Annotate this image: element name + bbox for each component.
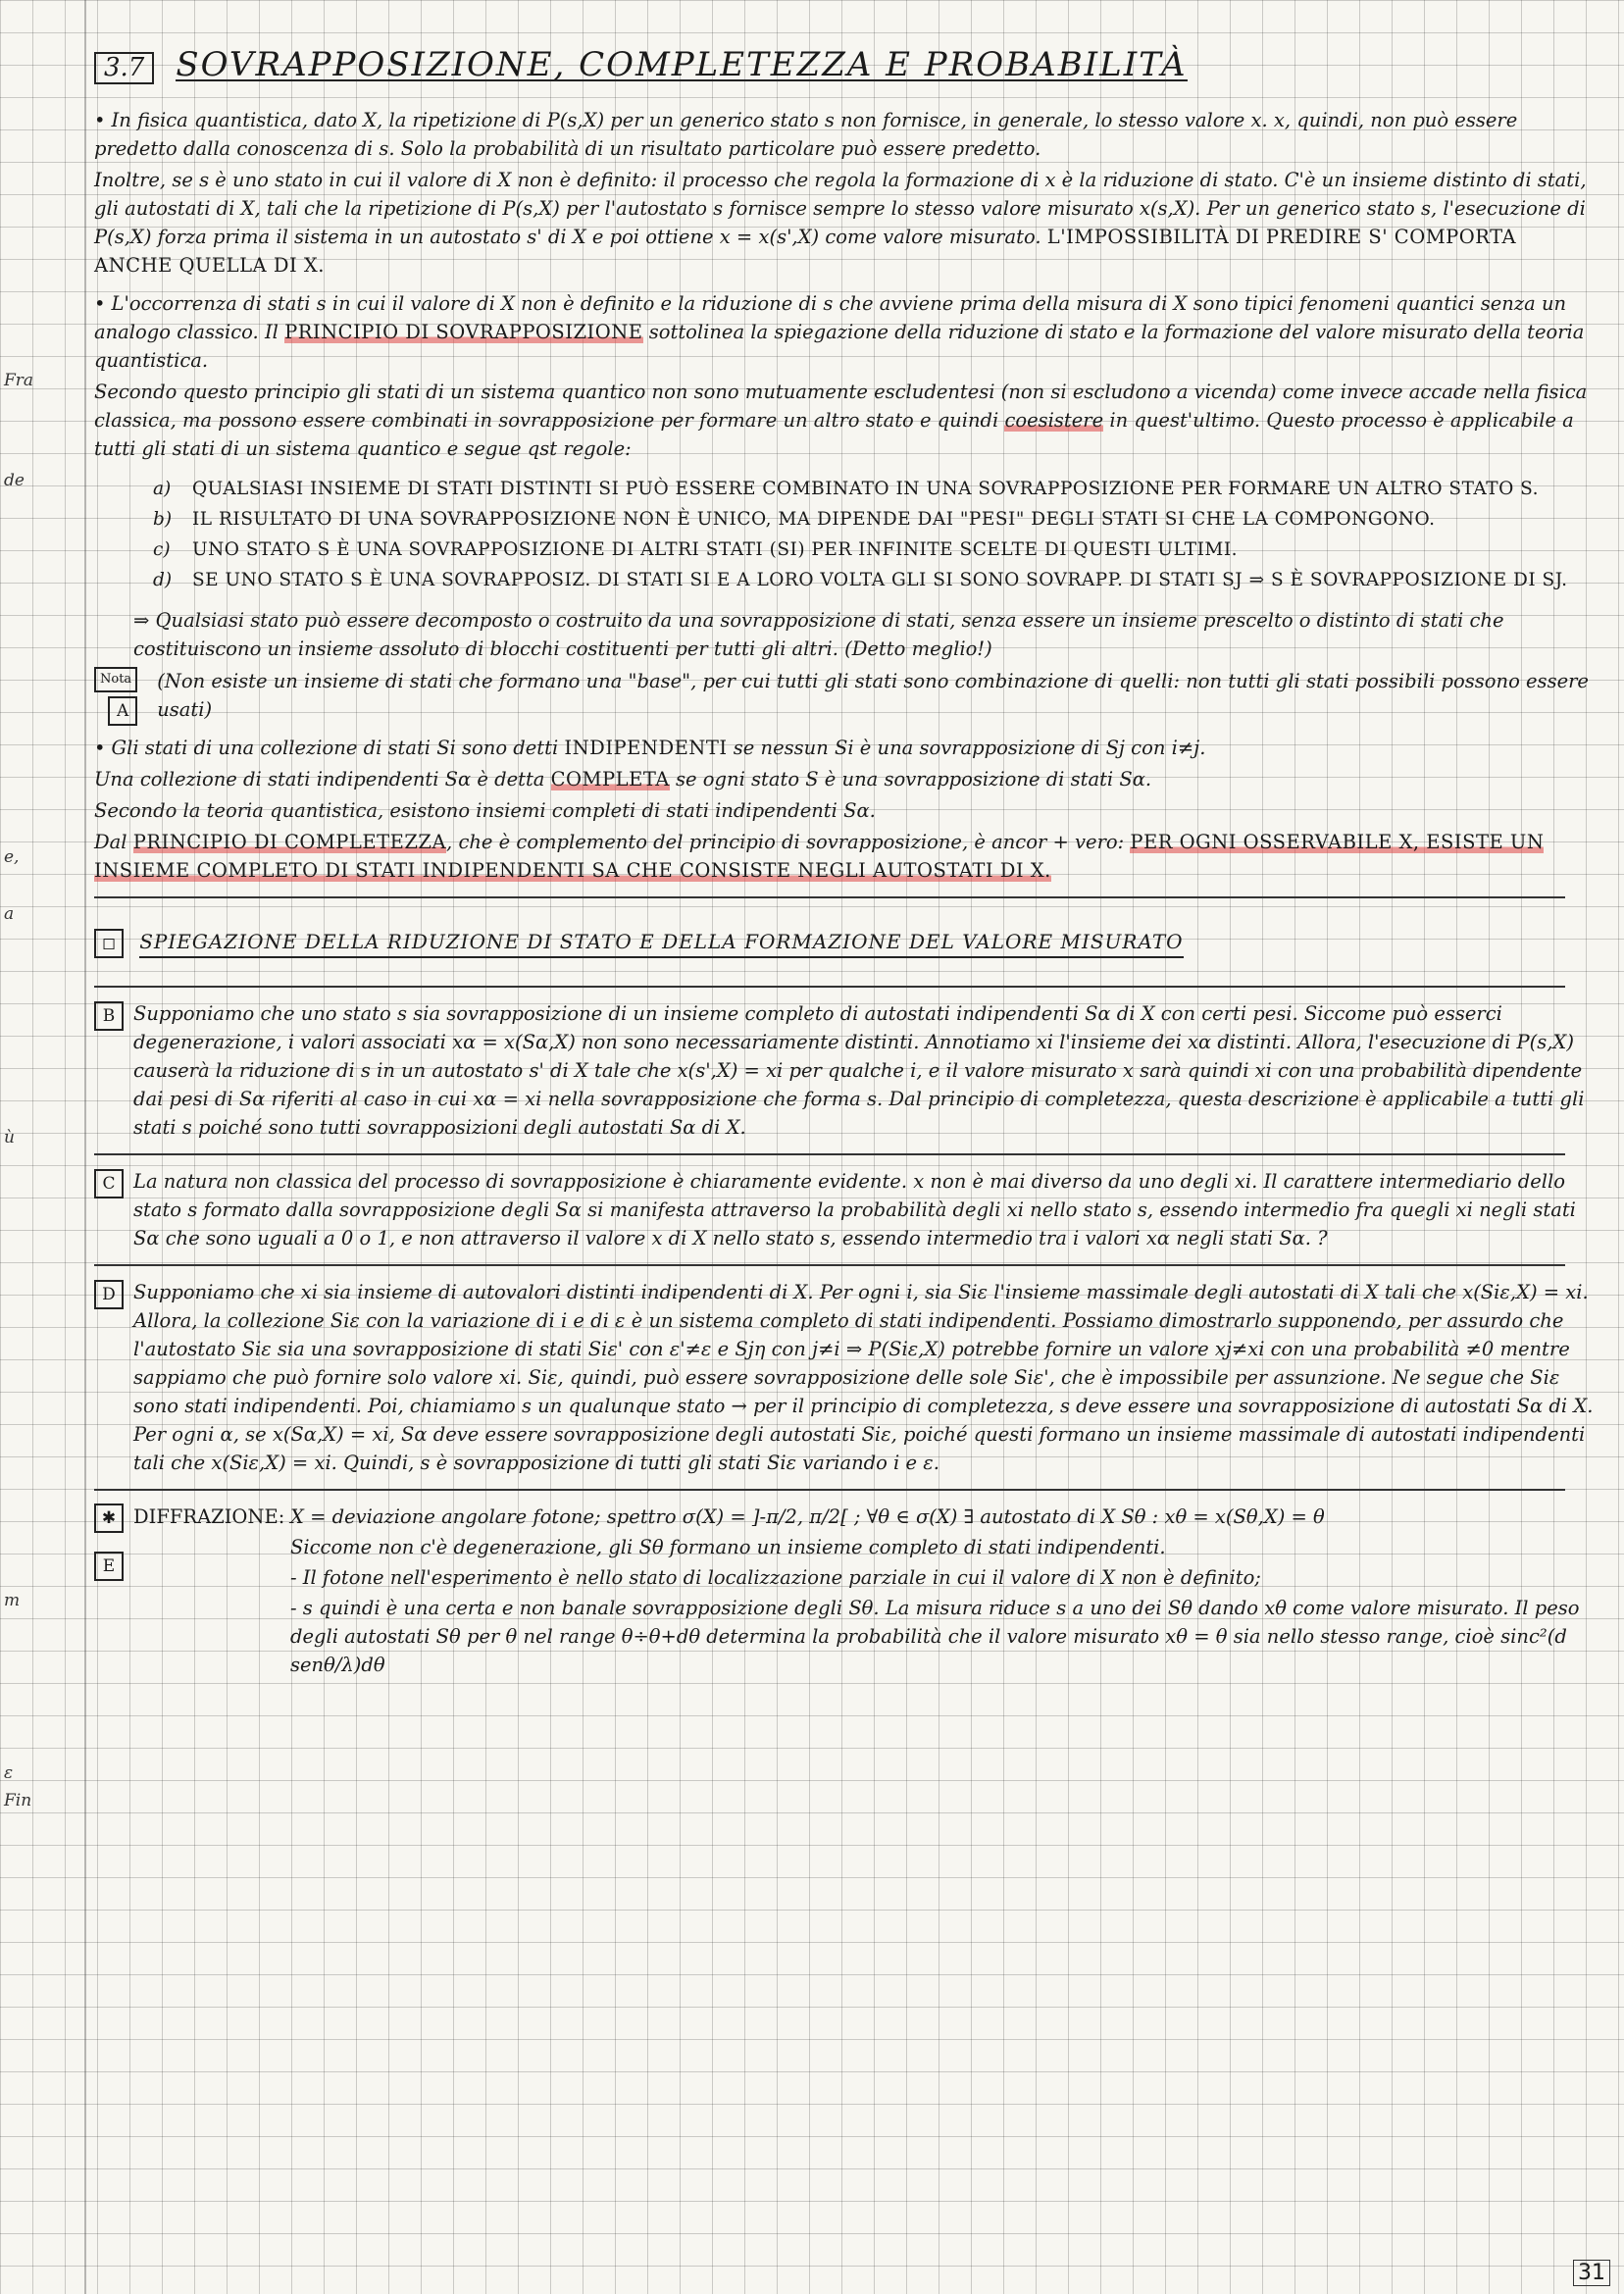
section-number: 3.7 [94,52,154,84]
margin-note: Fra [4,371,34,390]
superposition-principle-term: PRINCIPIO DI SOVRAPPOSIZIONE [284,321,643,343]
block-d-text: Supponiamo che xi sia insieme di autovalori distinti indipendenti di X. Per ogni i, sia Siε l'insieme massimale degli autostati di X tali che x(Siε,X) = xi. Allora, la collezione Siε con la variazione di i e di ε è un sistema completo di stati indipendenti. Possiamo dimostrarlo supponendo, per assurdo che l'autostato Siε sia una sovrapposizione di stati Siε' con ε'≠ε e Sjη con j≠i ⇒ P(Siε,X) potrebbe fornire un valore xj≠xi con una probabilità ≠0 mentre sappiamo che può fornire solo valore xi. Siε, quindi, può essere sovrapposizione delle sole Siε', che è impossibile per assunzione. Ne segue che Siε sono stati indipendenti. Poi, chiamiamo s un qualunque stato → per il principio di completezza, s deve essere una sovrapposizione di autostati Sα di X. Per ogni α, se x(Sα,X) = xi, Sα deve essere sovrapposizione degli autostati Siε, poiché questi formano un insieme massimale di autostati indipendenti tali che x(Siε,X) = xi. Quindi, s è sovrapposizione di tutti gli stati Siε variando i e ε. [133,1281,1594,1474]
margin-note: de [4,471,25,490]
margin-note: Fin [4,1791,32,1810]
completeness-paragraph-2: Una collezione di stati indipendenti Sα è detta COMPLETA se ogni stato S è una sovrapposizione di stati Sα. [94,768,1152,790]
page-number: 31 [1573,2260,1610,2286]
margin-note: e, [4,847,20,867]
completeness-paragraph-3: Secondo la teoria quantistica, esistono insiemi completi di stati indipendenti Sα. [94,799,876,822]
block-b-text: Supponiamo che uno stato s sia sovrapposizione di un insieme completo di autostati indipendenti Sα di X con certi pesi. Siccome può esserci degenerazione, i valori associati xα = x(Sα,X) non sono necessariamente distinti. Annotiamo xi l'insieme dei xα distinti. Allora, l'esecuzione di P(s,X) causerà la riduzione di s in un autostato s' di X tale che x(s',X) = xi per qualche i, e il valore misurato x sarà quindi xi con una probabilità dipendente dai pesi di Sα riferiti al caso in cui xα = xi nella sovrapposizione che forma s. Dal principio di completezza, questa descrizione è applicabile a tutti gli stati s poiché sono tutti sovrapposizioni degli autostati Sα di X. [133,1002,1585,1139]
box-square-icon: ◻ [94,929,124,958]
asterisk-box-icon: ✱ [94,1504,124,1533]
diffraction-section [94,1503,1595,1681]
complete-term: COMPLETA [550,768,670,790]
note-label: Nota [94,667,137,692]
box-letter-c: C [94,1169,124,1198]
section-divider [94,986,1565,988]
completeness-section [94,734,1595,885]
rule-item: b) IL RISULTATO DI UNA SOVRAPPOSIZIONE NON È UNICO, MA DIPENDE DAI "PESI" DEGLI STATI SI CHE LA COMPONGONO. [153,509,1436,530]
page-content [94,45,1595,1681]
diffraction-label: DIFFRAZIONE: [133,1505,285,1528]
note-text: (Non esiste un insieme di stati che formano una "base", per cui tutti gli stati sono combinazione di quelli: non tutti gli stati possibili possono essere usati) [157,670,1589,721]
margin-note: m [4,1591,21,1610]
section-divider [94,896,1565,898]
block-d [94,1278,1595,1477]
explanation-heading: SPIEGAZIONE DELLA RIDUZIONE DI STATO E DELLA FORMAZIONE DEL VALORE MISURATO [139,928,1183,958]
block-c [94,1167,1595,1252]
section-divider [94,1153,1565,1155]
rule-item: d) SE UNO STATO S È UNA SOVRAPPOSIZ. DI STATI SI E A LORO VOLTA GLI SI SONO SOVRAPP. DI STATI SJ ⇒ S È SOVRAPPOSIZIONE DI SJ. [153,570,1568,590]
margin-line [84,0,86,2294]
completeness-statement: PER OGNI OSSERVABILE X, ESISTE UN INSIEME COMPLETO DI STATI INDIPENDENTI SΑ CHE CONSISTE NEGLI AUTOSTATI DI X. [94,831,1545,882]
margin-note: a [4,904,15,924]
intro-caps-statement: L'IMPOSSIBILITÀ DI PREDIRE S' COMPORTA ANCHE QUELLA DI X. [94,226,1517,277]
independent-term: INDIPENDENTI [564,737,728,759]
block-c-text: La natura non classica del processo di sovrapposizione è chiaramente evidente. x non è mai diverso da uno degli xi. Il carattere intermediario dello stato s formato dalla sovrapposizione degli Sα si manifesta attraverso la probabilità degli xi nello stato s, essendo intermedio fra quegli xi negli stati Sα che sono uguali a 0 o 1, e non attraverso il valore x di X nello stato s, essendo intermedio tra i valori xα negli stati Sα. ? [133,1170,1576,1249]
margin-note: ù [4,1128,15,1147]
margin-notes [0,0,78,2294]
diffraction-line: - Il fotone nell'esperimento è nello stato di localizzazione parziale in cui il valore di X non è definito; [290,1566,1261,1589]
rule-item: c) UNO STATO S È UNA SOVRAPPOSIZIONE DI ALTRI STATI (SI) PER INFINITE SCELTE DI QUESTI ULTIMI. [153,539,1239,560]
superposition-rules [153,475,1595,594]
section-divider [94,1264,1565,1266]
box-letter-d: D [94,1280,124,1309]
box-letter-e: E [94,1552,124,1581]
completeness-principle-term: PRINCIPIO DI COMPLETEZZA [132,831,447,853]
page-title: SOVRAPPOSIZIONE, COMPLETEZZA E PROBABILITÀ [176,45,1188,84]
intro-section [94,106,1595,280]
completeness-paragraph-4: Dal PRINCIPIO DI COMPLETEZZA, che è complemento del principio di sovrapposizione, è ancor + vero: PER OGNI OSSERVABILE X, ESISTE UN INSIEME COMPLETO DI STATI INDIPENDENTI SΑ CHE CONSISTE NEGLI AUTOSTATI DI X. [94,831,1545,882]
explanation-heading-row [94,910,1595,974]
superposition-conclusion [94,606,1595,726]
diffraction-line: Siccome non c'è degenerazione, gli Sθ formano un insieme completo di stati indipendenti. [290,1536,1166,1558]
conclusion-text: ⇒ Qualsiasi stato può essere decomposto o costruito da una sovrapposizione di stati, senza essere un insieme prescelto o distinto di stati che costituiscono un insieme assoluto di blocchi costituenti per tutti gli altri. (Detto meglio!) [133,609,1504,660]
note-row [94,667,1595,726]
section-divider [94,1489,1565,1491]
box-letter-a: A [108,696,137,726]
intro-paragraph-2: Inoltre, se s è uno stato in cui il valore di X non è definito: il processo che regola la formazione di x è la riduzione di stato. C'è un insieme distinto di stati, gli autostati di X, tali che la ripetizione di P(s,X) per l'autostato s fornisce sempre lo stesso valore misurato x(s,X). Per un generico stato s, l'esecuzione di P(s,X) forza prima il sistema in un autostato s' di X e poi ottiene x = x(s',X) come valore misurato. L'IMPOSSIBILITÀ DI PREDIRE S' COMPORTA ANCHE QUELLA DI X. [94,169,1587,277]
diffraction-line: - s quindi è una certa e non banale sovrapposizione degli Sθ. La misura riduce s a uno dei Sθ dando xθ come valore misurato. Il peso degli autostati Sθ per θ nel range θ÷θ+dθ determina la probabilità che il valore misurato xθ = θ sia nello stesso range, cioè sinc²(d senθ/λ)dθ [290,1597,1580,1676]
intro-paragraph-1: • In fisica quantistica, dato X, la ripetizione di P(s,X) per un generico stato s non fornisce, in generale, lo stesso valore x. x, quindi, non può essere predetto dalla conoscenza di s. Solo la probabilità di un risultato particolare può essere predetto. [94,109,1518,160]
rule-item: a) QUALSIASI INSIEME DI STATI DISTINTI SI PUÒ ESSERE COMBINATO IN UNA SOVRAPPOSIZIONE PER FORMARE UN ALTRO STATO S. [153,479,1540,499]
diffraction-line: X = deviazione angolare fotone; spettro σ(X) = ]-π/2, π/2[ ; ∀θ ∈ σ(X) ∃ autostato di X Sθ : xθ = x(Sθ,X) = θ [290,1505,1325,1528]
diffraction-text [290,1503,1595,1681]
superposition-paragraph-2: Secondo questo principio gli stati di un sistema quantico non sono mutuamente escludentesi (non si escludono a vicenda) come invece accade nella fisica classica, ma possono essere combinati in sovrapposizione per formare un altro stato e quindi coesistere in quest'ultimo. Questo processo è applicabile a tutti gli stati di un sistema quantico e segue qst regole: [94,381,1588,460]
coexist-term: coesistere [1004,409,1104,432]
block-b [94,999,1595,1142]
superposition-paragraph-1: • L'occorrenza di stati s in cui il valore di X non è definito e la riduzione di s che avviene prima della misura di X sono tipici fenomeni quantici senza un analogo classico. Il PRINCIPIO DI SOVRAPPOSIZIONE sottolinea la spiegazione della riduzione di stato e la formazione del valore misurato della teoria quantistica. [94,292,1585,372]
box-letter-b: B [94,1001,124,1031]
margin-note: ε [4,1763,14,1783]
superposition-section [94,289,1595,463]
completeness-paragraph-1: • Gli stati di una collezione di stati Si sono detti INDIPENDENTI se nessun Si è una sovrapposizione di Sj con i≠j. [94,737,1206,759]
page-header [94,45,1595,84]
diffraction-label-cell [94,1503,290,1681]
